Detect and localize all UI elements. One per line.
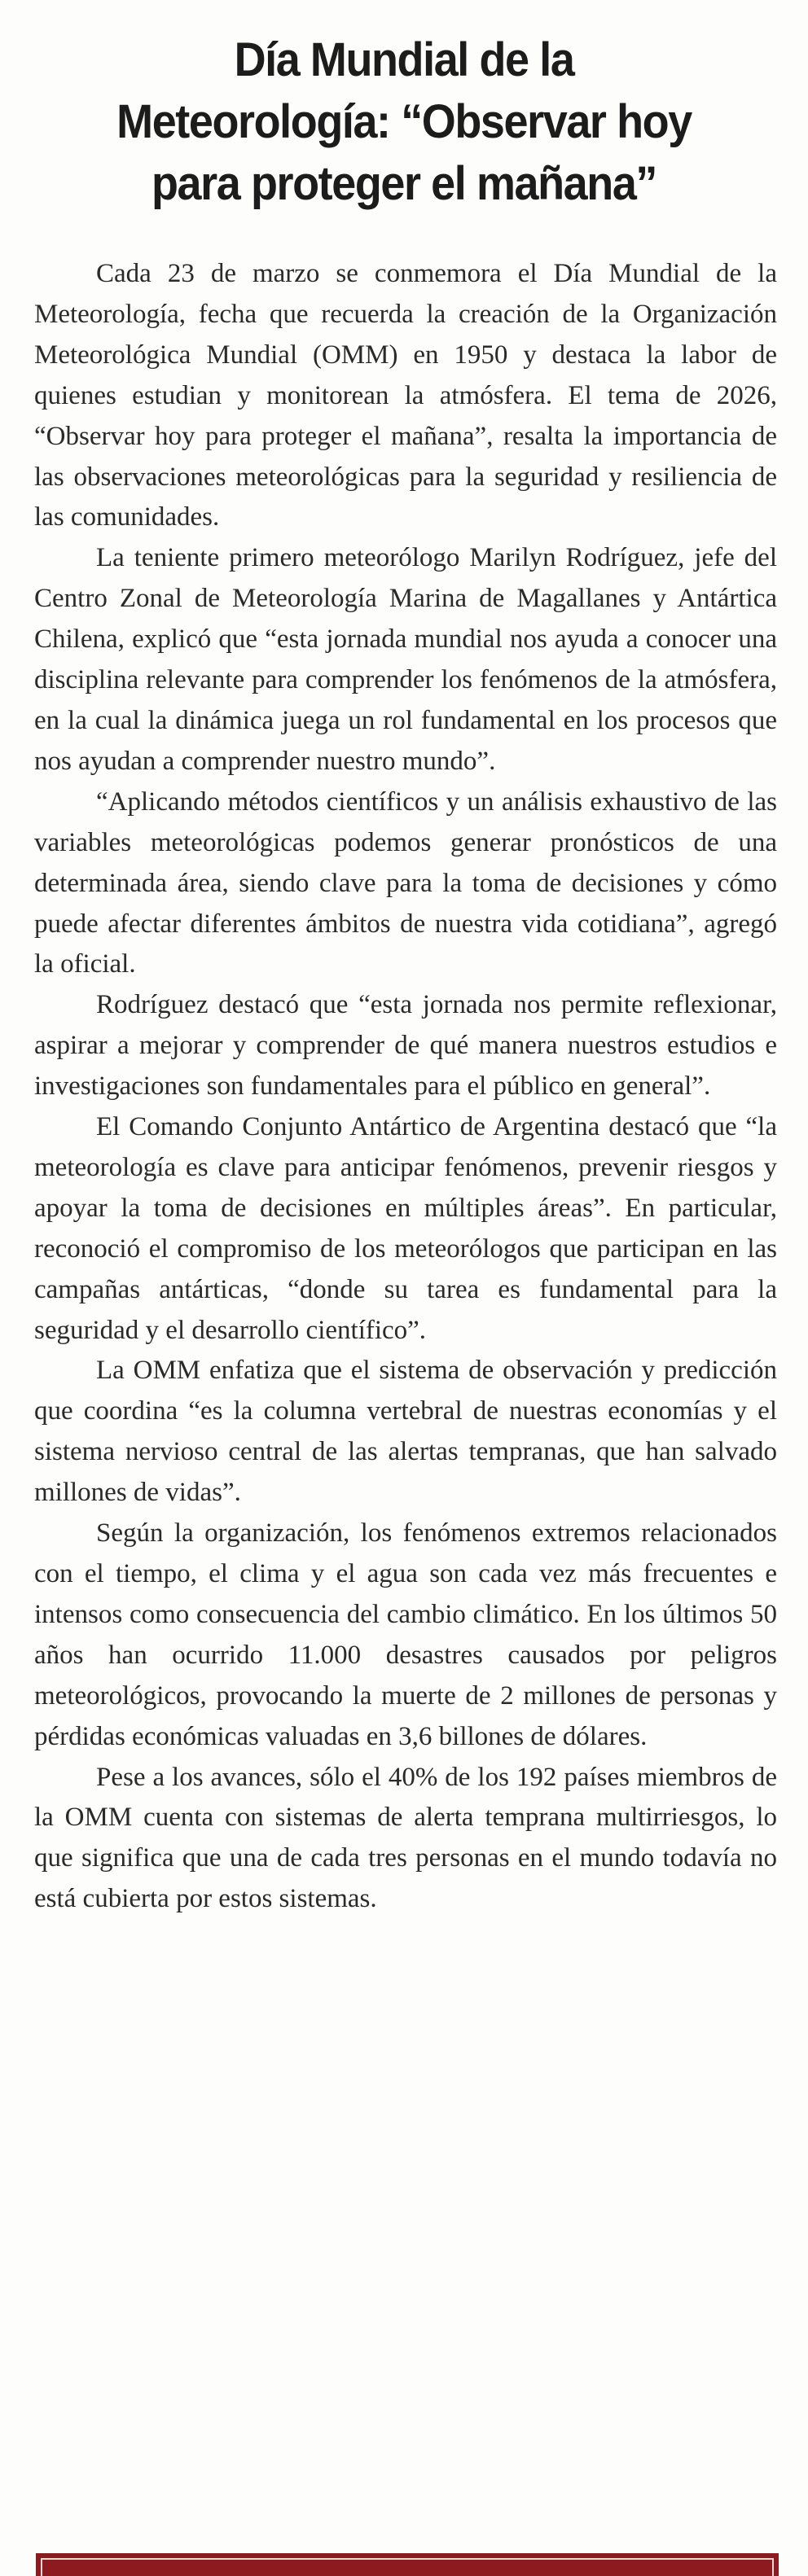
headline-line-3: para proteger el mañana” bbox=[151, 157, 657, 210]
article-headline bbox=[59, 29, 749, 215]
paragraph-4: Rodríguez destacó que “esta jornada nos permite reflexionar, aspirar a mejorar y comprender de qué manera nuestros estudios e investigaciones son fundamentales para el público en general”. bbox=[34, 990, 777, 1102]
paragraph-3: “Aplicando métodos científicos y un análisis exhaustivo de las variables meteorológicas podemos generar pronósticos de una determinada área, siendo clave para la toma de decisiones y cómo puede afectar diferentes ámbitos de nuestra vida cotidiana”, agregó la oficial. bbox=[34, 786, 777, 979]
paragraph-2: La teniente primero meteorólogo Marilyn Rodríguez, jefe del Centro Zonal de Meteorología Marina de Magallanes y Antártica Chilena, explicó que “esta jornada mundial nos ayuda a conocer una disciplina relevante para comprender los fenómenos de la atmósfera, en la cual la dinámica juega un rol fundamental en los procesos que nos ayudan a comprender nuestro mundo”. bbox=[34, 543, 777, 776]
paragraph-8: Pese a los avances, sólo el 40% de los 192 países miembros de la OMM cuenta con sistemas de alerta temprana multirriesgos, lo que significa que una de cada tres personas en el mundo todavía no está cubierta por estos sistemas. bbox=[34, 1762, 777, 1914]
paragraph-6: La OMM enfatiza que el sistema de observación y predicción que coordina “es la columna vertebral de nuestras economías y el sistema nervioso central de las alertas tempranas, que han salvado millones de vidas”. bbox=[34, 1356, 777, 1508]
banner-frame bbox=[41, 2558, 774, 2576]
headline-line-2: Meteorología: “Observar hoy bbox=[116, 95, 692, 148]
paragraph-5: El Comando Conjunto Antártico de Argentina destacó que “la meteorología es clave para anticipar fenómenos, prevenir riesgos y apoyar la toma de decisiones en múltiples áreas”. En particular, reconoció el compromiso de los meteorólogos que participan en las campañas antárticas, “donde su tarea es fundamental para la seguridad y el desarrollo científico”. bbox=[34, 1112, 777, 1345]
headline-line-1: Día Mundial de la bbox=[234, 33, 574, 86]
paragraph-7: Según la organización, los fenómenos extremos relacionados con el tiempo, el clima y el agua son cada vez más frecuentes e intensos como consecuencia del cambio climático. En los últimos 50 años han ocurrido 11.000 desastres causados por peligros meteorológicos, provocando la muerte de 2 millones de personas y pérdidas económicas valuadas en 3,6 billones de dólares. bbox=[34, 1518, 777, 1751]
paragraph-1: Cada 23 de marzo se conmemora el Día Mundial de la Meteorología, fecha que recuerda la creación de la Organización Meteorológica Mundial (OMM) en 1950 y destaca la labor de quienes estudian y monitorean la atmósfera. El tema de 2026, “Observar hoy para proteger el mañana”, resalta la importancia de las observaciones meteorológicas para la seguridad y resiliencia de las comunidades. bbox=[34, 259, 777, 532]
article-body bbox=[34, 254, 777, 1920]
next-article-banner bbox=[36, 2553, 779, 2576]
